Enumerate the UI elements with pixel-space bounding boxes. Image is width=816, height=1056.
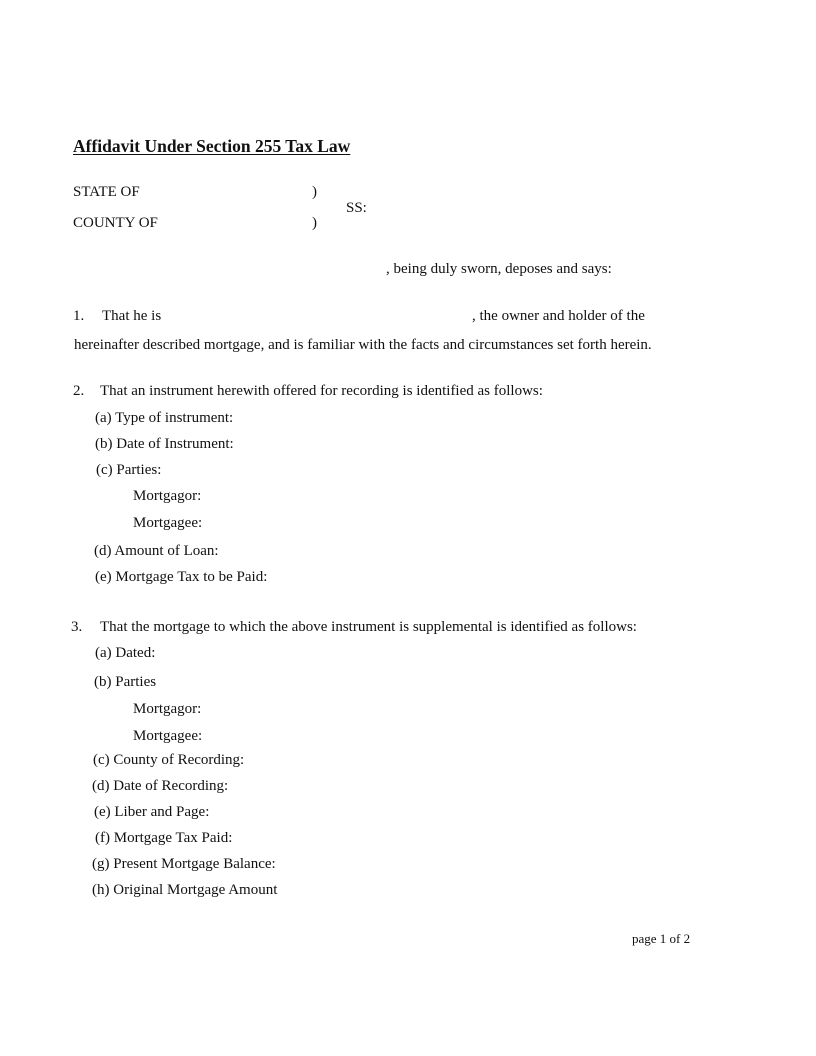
para3-mortgagee: Mortgagee: <box>133 728 203 744</box>
para2-mortgagee: Mortgagee: <box>133 515 203 531</box>
para2-item-a: (a) Type of instrument: <box>95 410 234 426</box>
para3-mortgagor: Mortgagor: <box>133 701 202 717</box>
para3-item-a: (a) Dated: <box>95 645 156 661</box>
para1-text-start: That he is <box>102 308 162 324</box>
para1-text-end: , the owner and holder of the <box>472 308 645 324</box>
state-label: STATE OF <box>73 184 140 200</box>
para2-text: That an instrument herewith offered for recording is identified as follows: <box>100 383 543 399</box>
para3-text: That the mortgage to which the above instrument is supplemental is identified as follows: <box>100 619 637 635</box>
para3-item-b: (b) Parties <box>94 674 157 690</box>
sworn-statement: , being duly sworn, deposes and says: <box>386 261 612 277</box>
para3-item-e: (e) Liber and Page: <box>94 804 210 820</box>
page-title: Affidavit Under Section 255 Tax Law <box>73 136 351 156</box>
ss-label: SS: <box>346 200 367 216</box>
para2-mortgagor: Mortgagor: <box>133 488 202 504</box>
para3-item-g: (g) Present Mortgage Balance: <box>92 856 276 872</box>
para2-item-e: (e) Mortgage Tax to be Paid: <box>95 569 268 585</box>
para3-item-c: (c) County of Recording: <box>93 752 245 768</box>
para2-item-c: (c) Parties: <box>96 462 162 478</box>
para2-item-b: (b) Date of Instrument: <box>95 436 234 452</box>
page-number: page 1 of 2 <box>632 931 691 946</box>
para3-item-d: (d) Date of Recording: <box>92 778 229 794</box>
para1-line2: hereinafter described mortgage, and is familiar with the facts and circumstances set forth herein. <box>74 337 652 353</box>
venue-paren-2: ) <box>312 215 317 231</box>
venue-paren-1: ) <box>312 184 317 200</box>
para3-item-f: (f) Mortgage Tax Paid: <box>95 830 233 846</box>
para2-number: 2. <box>73 383 85 399</box>
para3-number: 3. <box>71 619 83 635</box>
para2-item-d: (d) Amount of Loan: <box>94 543 219 559</box>
para3-item-h: (h) Original Mortgage Amount <box>92 882 278 898</box>
county-label: COUNTY OF <box>73 215 158 231</box>
para1-number: 1. <box>73 308 85 324</box>
